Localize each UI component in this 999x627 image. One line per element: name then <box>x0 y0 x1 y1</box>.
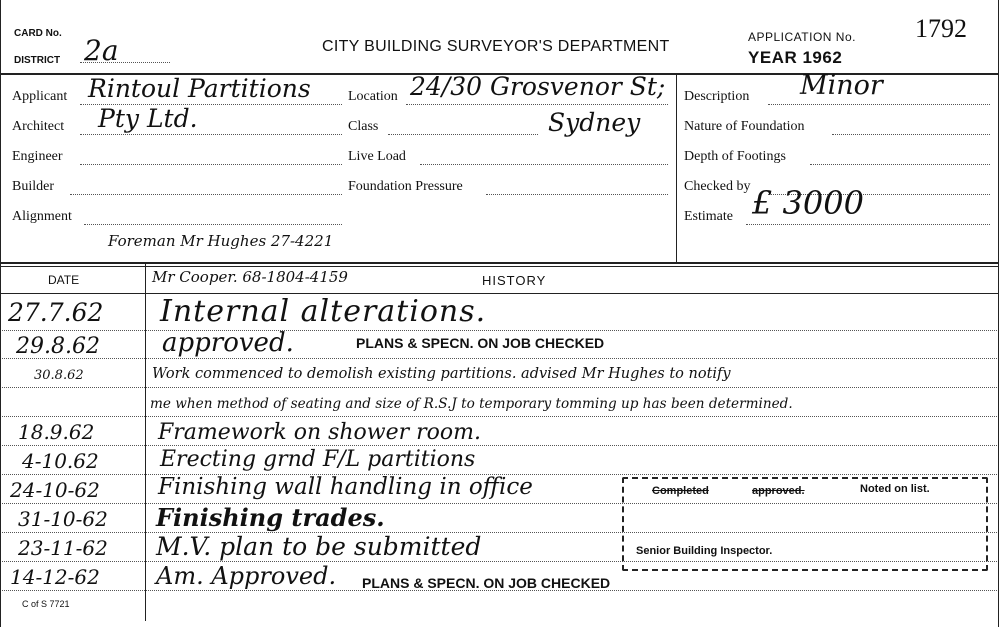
history-entry: Framework on shower room. <box>158 420 482 445</box>
builder-dotline <box>70 194 342 195</box>
stamp-noted: Noted on list. <box>860 483 930 495</box>
history-header-rule <box>0 293 999 294</box>
checked-by-label: Checked by <box>684 179 751 194</box>
row-rule <box>0 416 999 417</box>
district-dotline <box>80 62 170 63</box>
application-label: APPLICATION No. <box>748 30 856 44</box>
history-entry: Finishing wall handling in office <box>158 474 533 500</box>
stamp-completed: Completed <box>652 485 709 497</box>
department-title: CITY BUILDING SURVEYOR'S DEPARTMENT <box>322 38 670 55</box>
stamp-senior-inspector: Senior Building Inspector. <box>636 545 773 557</box>
description-label: Description <box>684 89 750 104</box>
date-column-divider <box>145 263 146 621</box>
engineer-label: Engineer <box>12 149 63 164</box>
card-edge-left <box>0 0 1 627</box>
nature-dotline <box>832 134 990 135</box>
history-date: 4-10.62 <box>22 449 99 473</box>
row-rule <box>0 330 999 331</box>
history-date: 14-12-62 <box>10 565 100 589</box>
estimate-label: Estimate <box>684 209 733 224</box>
plans-checked-stamp: PLANS & SPECN. ON JOB CHECKED <box>356 335 605 351</box>
district-value: 2a <box>84 34 119 67</box>
live-load-dotline <box>420 164 668 165</box>
field-divider <box>676 75 677 263</box>
history-entry: me when method of seating and size of R.S.J to temporary tomming up has been determined. <box>150 396 793 412</box>
history-entry: M.V. plan to be submitted <box>156 532 482 561</box>
date-header: DATE <box>48 273 80 287</box>
nature-label: Nature of Foundation <box>684 119 805 134</box>
builder-label: Builder <box>12 179 54 194</box>
foundation-pressure-dotline <box>486 194 668 195</box>
foundation-pressure-label: Foundation Pressure <box>348 179 463 194</box>
history-date: 27.7.62 <box>8 298 104 327</box>
architect-dotline <box>80 134 342 135</box>
card-no-label: CARD No. <box>14 28 62 39</box>
history-entry: Am. Approved. <box>156 562 337 590</box>
contact-note: Mr Cooper. 68-1804-4159 <box>152 268 348 286</box>
estimate-dotline <box>746 224 990 225</box>
history-entry: Work commenced to demolish existing partitions. advised Mr Hughes to notify <box>152 366 731 382</box>
location-value-2: Sydney <box>548 108 641 137</box>
history-entry: Erecting grnd F/L partitions <box>160 447 476 472</box>
form-number: C of S 7721 <box>22 599 70 609</box>
class-dotline <box>388 134 538 135</box>
engineer-dotline <box>80 164 342 165</box>
row-rule <box>0 445 999 446</box>
applicant-value: Rintoul Partitions <box>88 74 311 103</box>
history-date: 24-10-62 <box>10 478 100 502</box>
depth-label: Depth of Footings <box>684 149 786 164</box>
architect-value: Pty Ltd. <box>98 104 198 133</box>
plans-checked-stamp: PLANS & SPECN. ON JOB CHECKED <box>362 575 611 591</box>
architect-label: Architect <box>12 119 65 134</box>
row-rule <box>0 387 999 388</box>
location-label: Location <box>348 89 398 104</box>
history-date: 29.8.62 <box>16 334 100 359</box>
estimate-value: £ 3000 <box>752 184 864 222</box>
history-date: 23-11-62 <box>18 536 108 560</box>
history-date: 31-10-62 <box>18 507 108 531</box>
class-label: Class <box>348 119 379 134</box>
live-load-label: Live Load <box>348 149 406 164</box>
foreman-note: Foreman Mr Hughes 27-4221 <box>108 232 334 250</box>
application-number: 1792 <box>915 14 967 43</box>
location-dotline <box>406 104 668 105</box>
history-top-rule <box>0 262 999 264</box>
district-label: DISTRICT <box>14 55 61 66</box>
history-date: 18.9.62 <box>18 420 95 444</box>
description-value: Minor <box>800 70 883 101</box>
history-date: 30.8.62 <box>34 368 84 383</box>
applicant-label: Applicant <box>12 89 68 104</box>
history-header: HISTORY <box>482 273 547 288</box>
alignment-dotline <box>84 224 342 225</box>
history-entry: Internal alterations. <box>160 294 487 329</box>
stamp-approved: approved. <box>752 485 805 497</box>
year-label: YEAR 1962 <box>748 48 843 67</box>
row-rule <box>0 358 999 359</box>
history-entry: Finishing trades. <box>156 503 385 532</box>
description-dotline <box>768 104 990 105</box>
completion-stamp-box <box>622 477 988 571</box>
depth-dotline <box>810 164 990 165</box>
history-entry: approved. <box>162 328 294 358</box>
history-top-rule-2 <box>0 266 999 267</box>
location-value: 24/30 Grosvenor St; <box>410 72 666 101</box>
alignment-label: Alignment <box>12 209 72 224</box>
